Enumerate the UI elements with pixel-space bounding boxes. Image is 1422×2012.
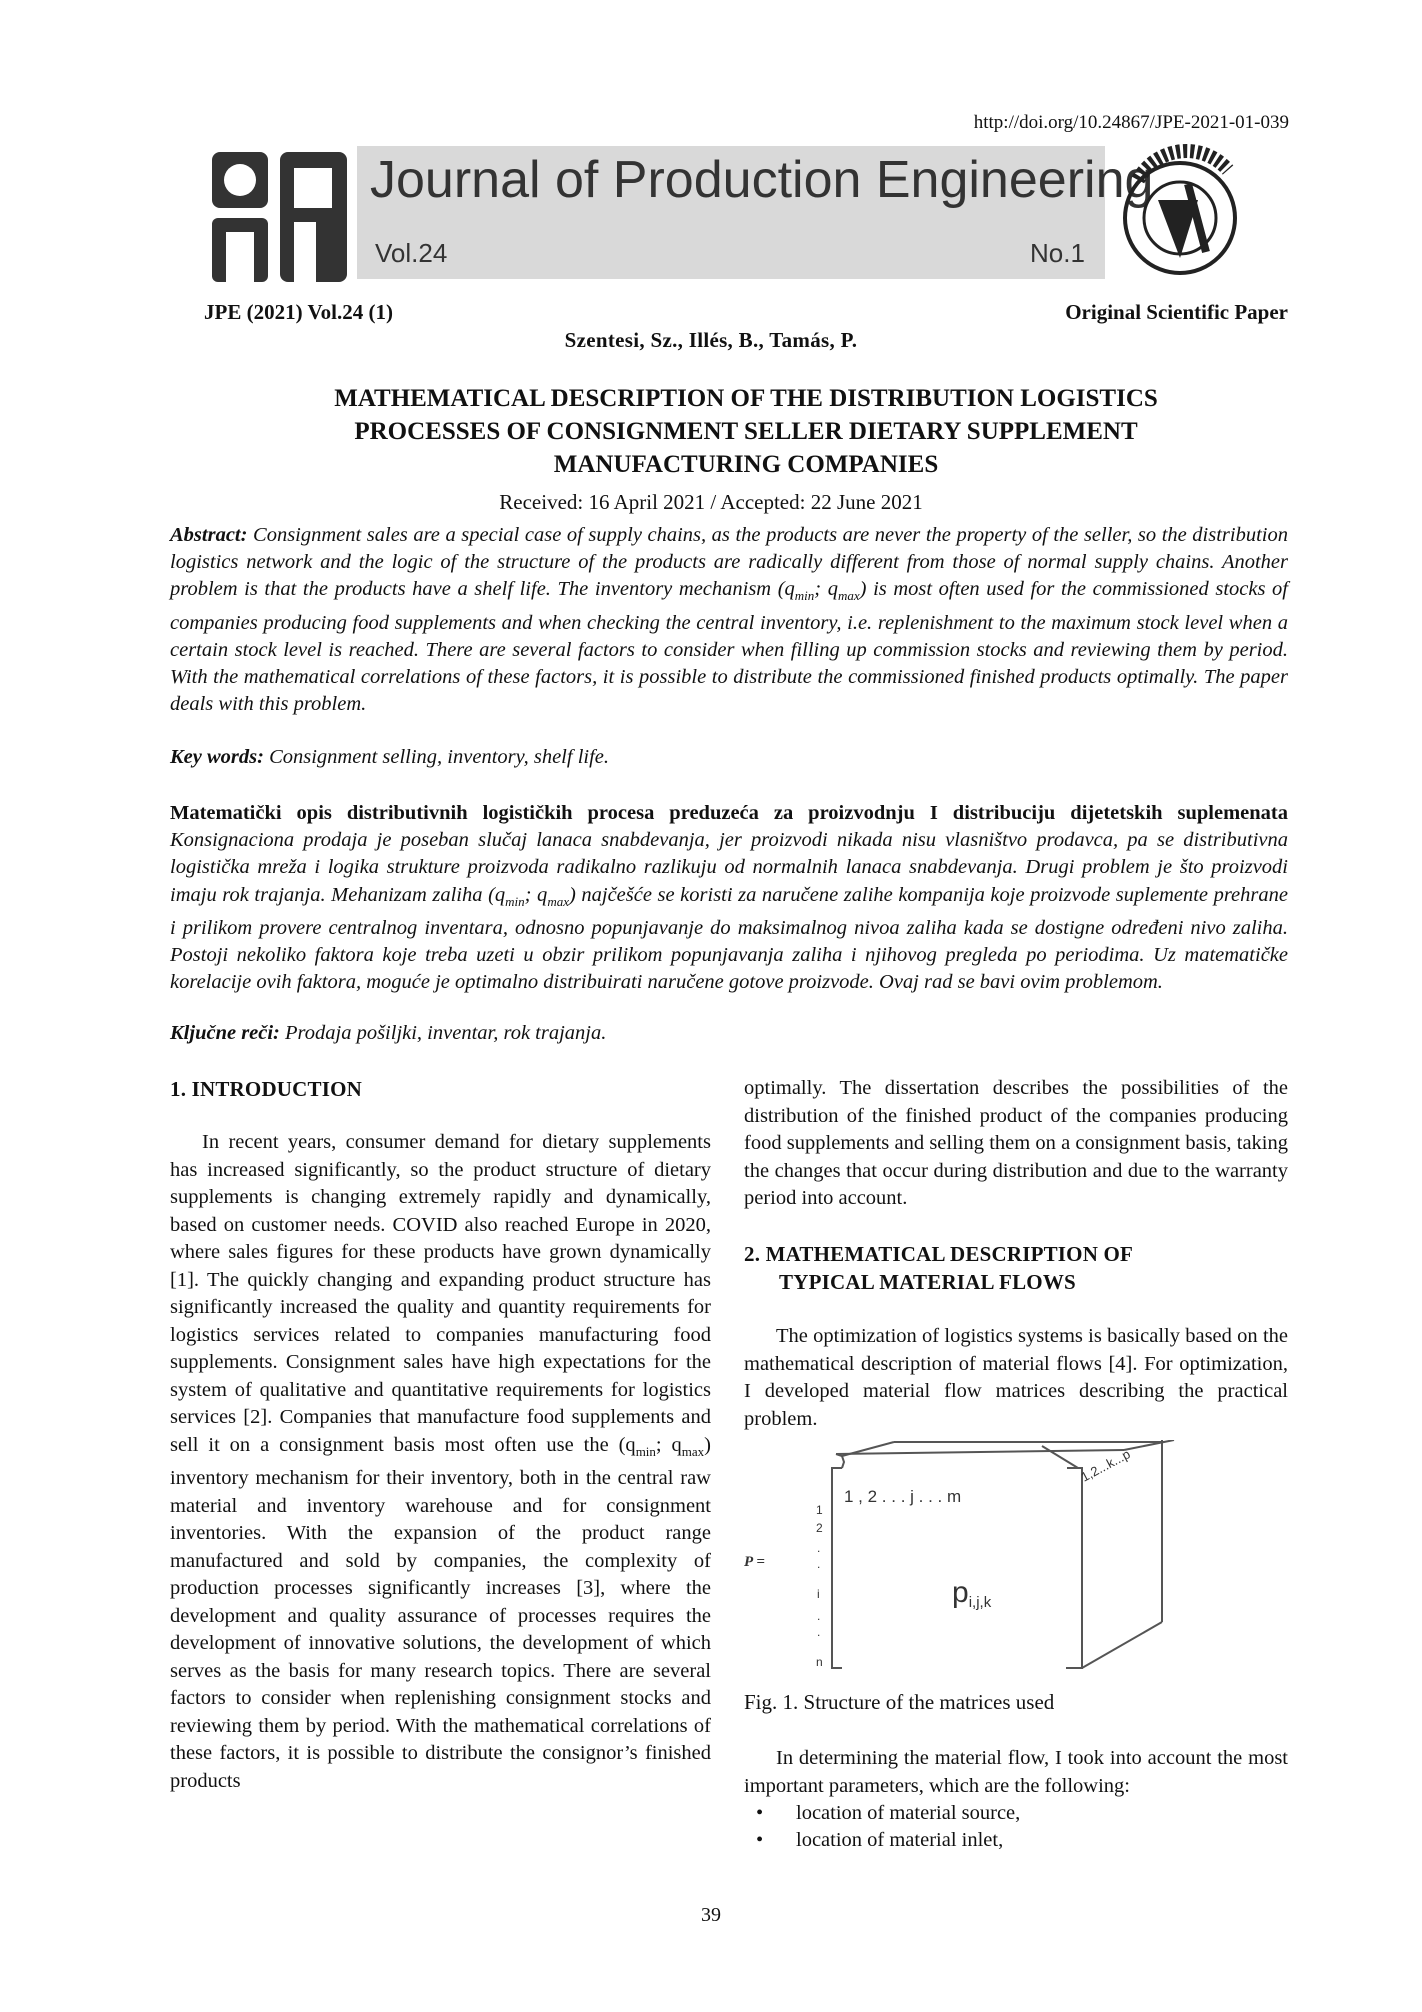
row-label: . [817, 1625, 821, 1639]
paper-type: Original Scientific Paper [1065, 300, 1288, 324]
authors: Szentesi, Sz., Illés, B., Tamás, P. [564, 328, 858, 352]
journal-title: Journal of Production Engineering [370, 151, 1154, 209]
row-label: i [817, 1587, 820, 1601]
serbian-keywords-text: Prodaja pošiljki, inventar, rok trajanja. [285, 1022, 607, 1044]
figure-caption: Fig. 1. Structure of the matrices used [744, 1690, 1055, 1714]
title-line: MATHEMATICAL DESCRIPTION OF THE DISTRIBUTION LOGISTICS [334, 385, 1158, 412]
bullet-text: location of material source, [796, 1802, 1021, 1824]
journal-number: No.1 [1030, 238, 1085, 268]
keywords-label: Key words: [170, 746, 264, 768]
bullet-item [756, 1800, 1020, 1828]
matrix-structure-figure [744, 1440, 1224, 1680]
intro-paragraph-continued: optimally. The dissertation describes the possibilities of the distribution of the finished product of the companies producing food supplements and selling them on a consignment basis, taking the changes that occur during distribution and due to the warranty period into account. [744, 1077, 1288, 1209]
title-line: MANUFACTURING COMPANIES [553, 451, 939, 478]
journal-volume: Vol.24 [375, 238, 448, 268]
section-heading-introduction: 1. INTRODUCTION [170, 1077, 363, 1101]
section2-paragraph-2: In determining the material flow, I took into account the most important parameters, which are the following: [744, 1747, 1288, 1797]
serbian-keywords-label: Ključne reči: [170, 1022, 280, 1044]
cell-subscript: i,j,k [968, 1594, 992, 1611]
serbian-text: Konsignaciona prodaja je poseban slučaj lanaca snabdevanja, jer proizvodi nikada nisu vlasništvo prodavca, pa se distributivna logistička mreža i logika strukture proizvoda radikalno razlikuju od normalnih lanaca snabdevanja. Drugi problem je što proizvodi imaju rok trajanja. Mehanizam zaliha (q [170, 829, 1288, 906]
intro-text: In recent years, consumer demand for dietary supplements has increased significantly, so the product structure of dietary supplements is changing extremely rapidly and dynamically, based on customer needs. COVID also reached Europe in 2020, where sales figures for these products have grown dynamically [1]. The quickly changing and expanding product structure has significantly increased the quality and quantity requirements for logistics services related to companies manufacturing food supplements. Consignment sales have high expectations for the system of qualitative and quantitative requirements for logistics services [2]. Companies that manufacture food supplements and sell it on a consignment basis most often use the (q [170, 1131, 711, 1456]
subscript: min [635, 1443, 656, 1459]
page-number: 39 [701, 1904, 721, 1926]
heading-line: TYPICAL MATERIAL FLOWS [779, 1270, 1076, 1294]
top-axis-labels: 1 , 2 . . . j . . . m [844, 1487, 962, 1506]
faculty-seal-logo [1118, 140, 1243, 290]
bullet-dot: • [756, 1829, 764, 1851]
row-label: n [816, 1655, 823, 1669]
cell-symbol: p [952, 1576, 969, 1609]
intro-text: ) inventory mechanism for their inventory, both in the central raw material and inventory warehouse and for consignment inventories. With the expansion of the product range manufactured and sold by companies, the complexity of production processes significantly increases [3], where the development and quality assurance of processes requires the development of innovative solutions, the development of which serves as the basis for many research topics. There are several factors to consider when replenishing consignment stocks and reviewing them by period. With the mathematical correlations of these factors, it is possible to distribute the consignor’s finished products [170, 1433, 711, 1792]
abstract-label: Abstract: [170, 524, 248, 546]
subscript: min [794, 588, 815, 604]
serbian-text: ) najčešće se koristi za naručene zalihe kompanija koje proizvode suplemente prehrane i prilikom provere centralnog inventara, odnosno popunjavanje do maksimalnog nivoa zaliha kada se dostigne određeni nivo zaliha. Postoji nekoliko faktora koje treba uzeti u obzir prilikom popunjavanja zaliha i njihovog pregleda po periodima. Uz matematičke korelacije ovih faktora, moguće je optimalno distribuirati naručene gotove proizvode. Ovaj rad se bavi ovim problemom. [170, 883, 1288, 994]
bullet-text: location of material inlet, [796, 1829, 1004, 1851]
abstract-text: ) is most often used for the commissioned stocks of companies producing food supplements and when checking the central inventory, i.e. replenishment to the maximum stock level when a certain stock level is reached. There are several factors to consider when filling up commission stocks and reviewing them by period. With the mathematical correlations of these factors, it is possible to distribute the commissioned finished products optimally. The paper deals with this problem. [170, 578, 1288, 716]
journal-logo [212, 152, 347, 282]
title-line: PROCESSES OF CONSIGNMENT SELLER DIETARY SUPPLEMENT [354, 418, 1138, 445]
serbian-abstract [170, 800, 1288, 997]
subscript: max [547, 893, 569, 909]
heading-line: 2. MATHEMATICAL DESCRIPTION OF [744, 1242, 1134, 1266]
matrix-p-label: P = [744, 1554, 765, 1570]
keywords [170, 744, 1288, 771]
row-label: . [817, 1609, 821, 1623]
received-dates: Received: 16 April 2021 / Accepted: 22 June 2021 [499, 490, 923, 514]
serbian-title: Matematički opis distributivnih logističkih procesa preduzeća za proizvodnju I distribuciju dijetetskih suplemenata [170, 802, 1288, 824]
bullet-dot: • [756, 1802, 764, 1824]
matrix-cell-label [952, 1576, 992, 1611]
journal-reference: JPE (2021) Vol.24 (1) [204, 300, 393, 324]
matrix-outline [832, 1440, 1174, 1668]
row-label: . [817, 1557, 821, 1571]
section-heading-2 [744, 1240, 1288, 1296]
bullet-item [756, 1827, 1003, 1855]
keywords-text: Consignment selling, inventory, shelf life. [269, 746, 609, 768]
depth-axis-labels: 1,2...k...p [1078, 1446, 1133, 1485]
subscript: max [837, 588, 860, 604]
doi-link[interactable]: http://doi.org/10.24867/JPE-2021-01-039 [973, 112, 1289, 133]
serbian-keywords [170, 1020, 1288, 1047]
subscript: max [681, 1443, 705, 1459]
row-label: 2 [816, 1521, 823, 1535]
subscript: min [505, 893, 525, 909]
abstract-text: ; q [814, 578, 838, 601]
abstract-text: Consignment sales are a special case of supply chains, as the products are never the property of the seller, so the distribution logistics network and the logic of the structure of the products are radically different from those of normal supply chains. Another problem is that the products have a shelf life. The inventory mechanism (q [170, 524, 1288, 601]
section2-paragraph: The optimization of logistics systems is basically based on the mathematical description of material flows [4]. For optimization, I developed material flow matrices describing the practical problem. [744, 1325, 1288, 1430]
intro-text: ; q [655, 1433, 682, 1456]
abstract [170, 522, 1288, 719]
row-label: 1 [816, 1503, 823, 1517]
paper-title [204, 382, 1288, 481]
intro-paragraph [170, 1129, 711, 1795]
serbian-text: ; q [524, 883, 548, 906]
row-label: . [817, 1541, 821, 1555]
